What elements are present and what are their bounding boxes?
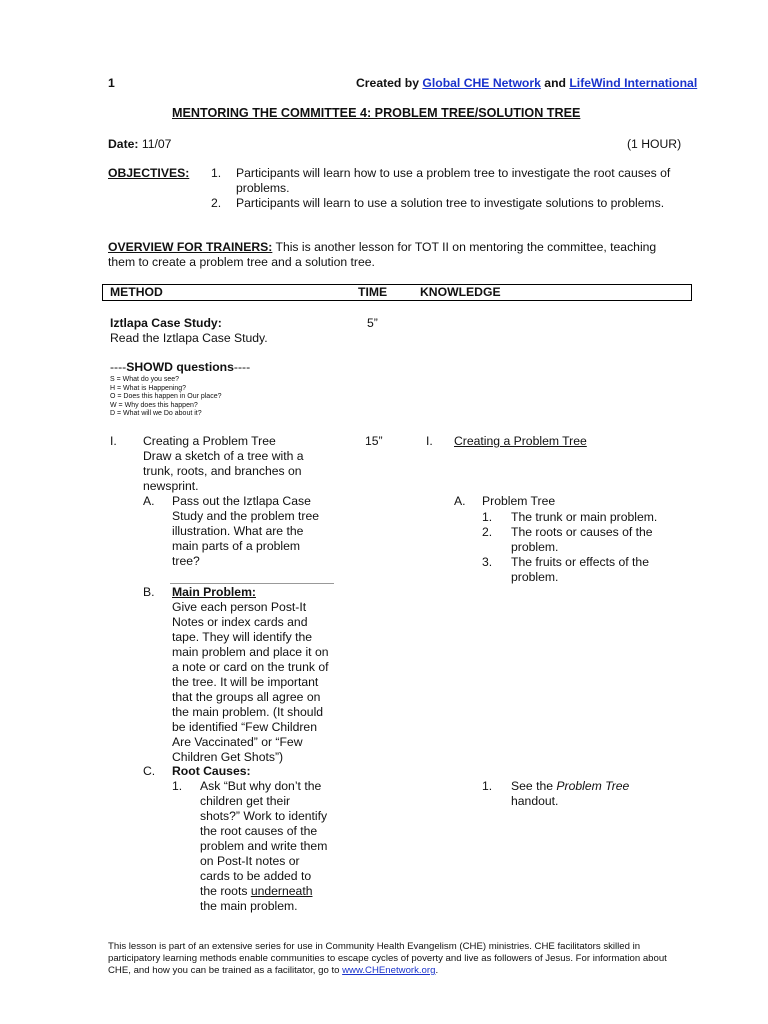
item-c-letter: C. xyxy=(143,764,156,778)
item-b-text: Give each person Post-It Notes or index cards and tape. They will identify the main problem and place it on a note or card on the trunk of the tree. It will be important that the groups all agree on the main problem. (It should be identified “Few Children Are Vaccinated” or “Few Children Get Shots”) xyxy=(172,600,329,764)
item-c1-num: 1. xyxy=(172,779,183,793)
showd-title xyxy=(110,360,250,375)
knowledge-item-2-num: 2. xyxy=(482,525,493,539)
che-network-link[interactable]: www.CHEnetwork.org xyxy=(342,965,436,976)
overview-label: OVERVIEW FOR TRAINERS: xyxy=(108,240,273,254)
objective-1-num: 1. xyxy=(211,166,222,180)
section-1-num: I. xyxy=(110,434,117,448)
item-b-title: Main Problem: xyxy=(172,585,256,599)
showd-line-o: O = Does this happen in Our place? xyxy=(110,393,222,400)
footer-end: . xyxy=(435,965,439,976)
method-header: METHOD xyxy=(110,285,163,299)
showd-line-w: W = Why does this happen? xyxy=(110,401,198,409)
objective-1-text: Participants will learn how to use a problem tree to investigate the root causes of problems. xyxy=(236,166,671,195)
and-text: and xyxy=(540,76,570,90)
showd-line-d: D = What will we Do about it? xyxy=(110,410,202,417)
page-title: MENTORING THE COMMITTEE 4: PROBLEM TREE/SOLUTION TREE xyxy=(172,106,581,120)
item-a-text: Pass out the Iztlapa Case Study and the problem tree illustration. What are the main parts of a problem tree? xyxy=(172,494,320,568)
showd-title-text: SHOWD questions xyxy=(126,360,234,374)
table-header xyxy=(102,284,692,301)
page-number: 1 xyxy=(108,76,115,90)
knowledge-item-3-text: The fruits or effects of the problem. xyxy=(511,555,649,584)
footer xyxy=(108,941,674,977)
overview-paragraph xyxy=(108,240,678,270)
knowledge-num: I. xyxy=(426,434,433,448)
knowledge-header: KNOWLEDGE xyxy=(420,285,501,299)
item-c1-after: the main problem. xyxy=(200,899,298,913)
global-che-network-link[interactable]: Global CHE Network xyxy=(422,76,541,90)
see-italic: Problem Tree xyxy=(556,779,630,793)
knowledge-item-2-text: The roots or causes of the problem. xyxy=(511,525,653,554)
see-prefix: See the xyxy=(511,779,557,793)
knowledge-a-title: Problem Tree xyxy=(482,494,556,508)
section-1-desc: Draw a sketch of a tree with a trunk, roots, and branches on newsprint. xyxy=(143,449,304,493)
date-label: Date: xyxy=(108,137,139,151)
objective-2-text: Participants will learn to use a solution tree to investigate solutions to problems. xyxy=(236,196,665,210)
case-study-text: Read the Iztlapa Case Study. xyxy=(110,331,268,345)
objectives-label: OBJECTIVES: xyxy=(108,166,190,180)
objective-2-num: 2. xyxy=(211,196,222,210)
showd-line-h: H = What is Happening? xyxy=(110,384,187,392)
date-value: 11/07 xyxy=(138,137,172,151)
overview-text: This is another lesson for TOT II on mentoring the committee, teaching them to create a problem tree and a solution tree. xyxy=(108,240,657,269)
item-a-letter: A. xyxy=(143,494,155,508)
section-1-title: Creating a Problem Tree xyxy=(143,434,276,448)
knowledge-item-1-text: The trunk or main problem. xyxy=(511,510,658,524)
date-line xyxy=(108,137,171,152)
see-suffix: handout. xyxy=(511,794,559,808)
item-c1-before: Ask “But why don’t the children get their shots?” Work to identify the root causes of the problem and write them on Post-It notes or cards to be added to the roots xyxy=(200,779,328,898)
case-study-time: 5” xyxy=(367,316,378,330)
showd-list xyxy=(110,376,221,419)
see-handout-text xyxy=(511,779,651,809)
knowledge-title: Creating a Problem Tree xyxy=(454,434,587,448)
section-1-time: 15” xyxy=(365,434,383,448)
knowledge-item-3-num: 3. xyxy=(482,555,493,569)
see-handout-num: 1. xyxy=(482,779,493,793)
footer-text: This lesson is part of an extensive series for use in Community Health Evangelism (CHE) ministries. CHE facilitators skilled in participatory learning methods enable communities to escape cycles of poverty and live as followers of Jesus. For information about CHE, and how you can be trained as a facilitator, go to xyxy=(108,941,667,976)
knowledge-item-1-num: 1. xyxy=(482,510,493,524)
showd-suffix: ---- xyxy=(233,360,251,374)
showd-line-s: S = What do you see? xyxy=(110,376,180,383)
duration: (1 HOUR) xyxy=(627,137,682,151)
case-study-title: Iztlapa Case Study: xyxy=(110,316,222,330)
time-header: TIME xyxy=(358,285,388,299)
created-by-line xyxy=(356,76,697,91)
divider-line xyxy=(170,583,334,584)
item-c1-underline: underneath xyxy=(250,884,313,898)
item-c-title: Root Causes: xyxy=(172,764,251,778)
knowledge-a-letter: A. xyxy=(454,494,466,508)
showd-prefix: ---- xyxy=(110,360,127,374)
lifewind-link[interactable]: LifeWind International xyxy=(569,76,698,90)
item-b-letter: B. xyxy=(143,585,155,599)
created-by-prefix: Created by xyxy=(356,76,423,90)
item-c1-text xyxy=(200,779,330,914)
